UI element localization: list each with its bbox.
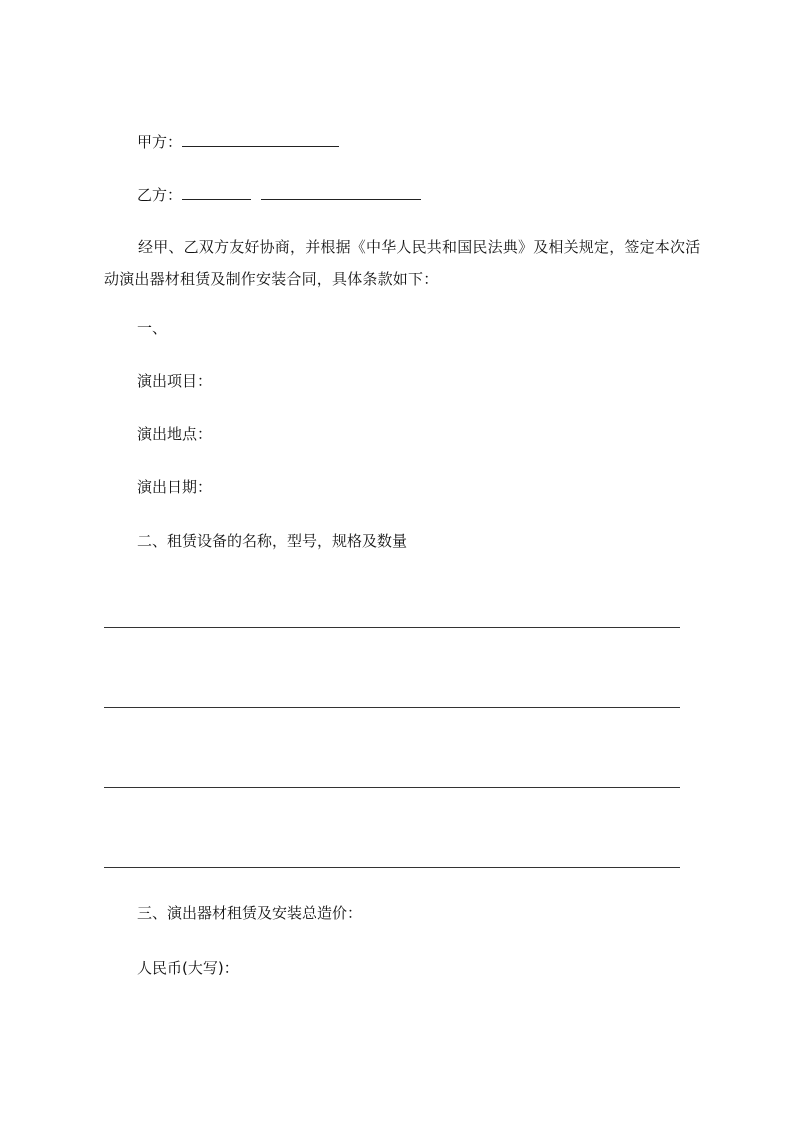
party-a-blank [182,132,339,147]
party-b-blank-1 [182,185,251,200]
party-b-label: 乙方： [137,186,183,204]
section-1-heading: 一、 [137,319,168,337]
party-a-label: 甲方： [137,133,183,151]
section-3-heading: 三、演出器材租赁及安装总造价： [137,904,363,922]
intro-paragraph: 经甲、乙双方友好协商，并根据《中华人民共和国民法典》及相关规定，签定本次活动演出器材租赁及制作安装合同，具体条款如下： [104,238,701,288]
party-b-line [137,185,421,205]
field-project: 演出项目： [137,372,213,390]
equipment-line-2 [104,707,680,708]
party-b-blank-2 [261,185,421,200]
equipment-line-4 [104,867,680,868]
field-date: 演出日期： [137,478,213,496]
equipment-line-1 [104,627,680,628]
field-location: 演出地点： [137,425,213,443]
party-a-line [137,132,339,152]
equipment-line-3 [104,787,680,788]
amount-label: 人民币(大写)： [137,959,239,977]
section-2-heading: 二、租赁设备的名称，型号，规格及数量 [137,532,408,550]
